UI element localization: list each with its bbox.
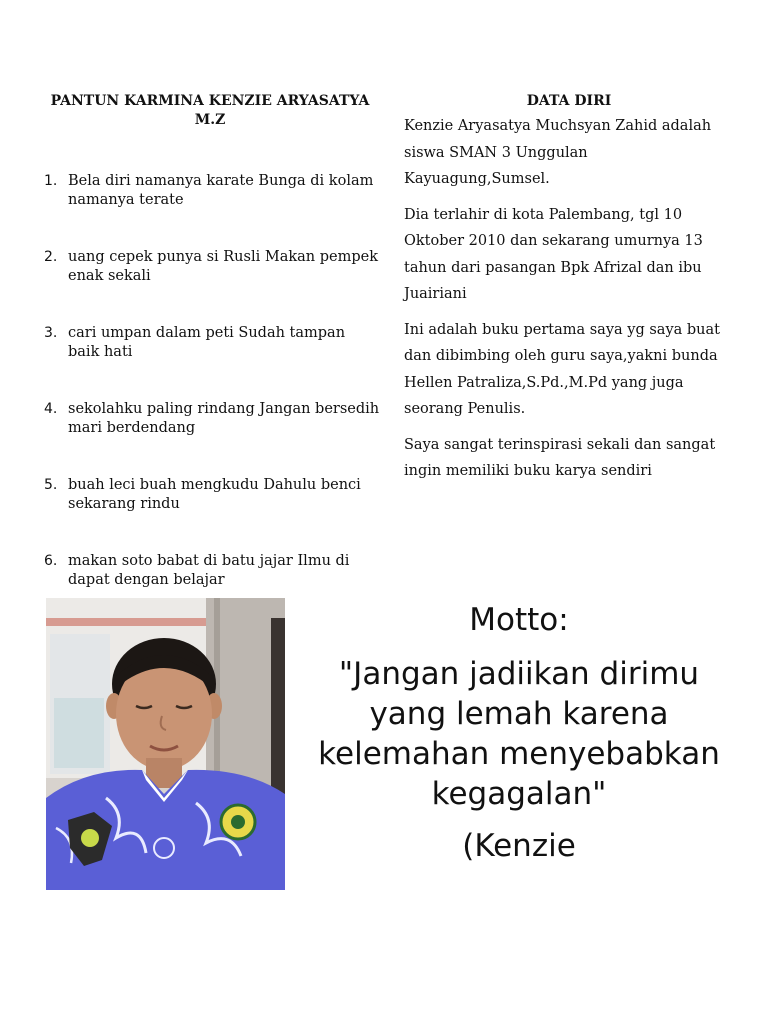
pantun-item [40, 476, 380, 552]
pantun-text: sekolahku paling rindang Jangan bersedih mari berdendang [68, 401, 380, 436]
motto-label: Motto: [469, 602, 569, 638]
bio-paragraph: Dia terlahir di kota Palembang, tgl 10 Oktober 2010 dan sekarang umurnya 13 tahun dari pasangan Bpk Afrizal dan ibu Juairiani [404, 206, 703, 302]
data-diri-section [404, 92, 734, 494]
pantun-list [40, 172, 380, 628]
pantun-section [40, 92, 380, 588]
pantun-title: PANTUN KARMINA KENZIE ARYASATYA M.Z [50, 93, 370, 128]
profile-photo [46, 598, 285, 890]
pantun-item [40, 400, 380, 476]
pantun-text: cari umpan dalam peti Sudah tampan baik hati [68, 325, 346, 360]
motto-author: (Kenzie [462, 828, 576, 864]
pantun-text: buah leci buah mengkudu Dahulu benci sekarang rindu [68, 477, 361, 512]
pantun-text: makan soto babat di batu jajar Ilmu di dapat dengan belajar [68, 553, 350, 588]
pantun-number: 1. [44, 173, 58, 189]
data-diri-title: DATA DIRI [526, 93, 612, 109]
motto-quote: "Jangan jadiikan dirimu yang lemah karena kelemahan menyebabkan kegagalan" [318, 656, 720, 812]
bio-paragraph: Ini adalah buku pertama saya yg saya buat dan dibimbing oleh guru saya,yakni bunda Hellen Patraliza,S.Pd.,M.Pd yang juga seorang Penulis. [404, 321, 720, 417]
pantun-number: 4. [44, 401, 58, 417]
bio-paragraph: Kenzie Aryasatya Muchsyan Zahid adalah siswa SMAN 3 Unggulan Kayuagung,Sumsel. [404, 118, 712, 187]
pantun-item [40, 248, 380, 324]
pantun-number: 3. [44, 325, 58, 341]
bio-paragraph: Saya sangat terinspirasi sekali dan sangat ingin memiliki buku karya sendiri [404, 436, 716, 479]
pantun-number: 2. [44, 249, 58, 265]
pantun-text: uang cepek punya si Rusli Makan pempek enak sekali [68, 249, 378, 284]
pantun-item [40, 172, 380, 248]
pantun-number: 5. [44, 477, 58, 493]
pantun-number: 6. [44, 553, 58, 569]
pantun-text: Bela diri namanya karate Bunga di kolam namanya terate [68, 173, 374, 208]
motto-section [318, 600, 720, 882]
pantun-item [40, 324, 380, 400]
